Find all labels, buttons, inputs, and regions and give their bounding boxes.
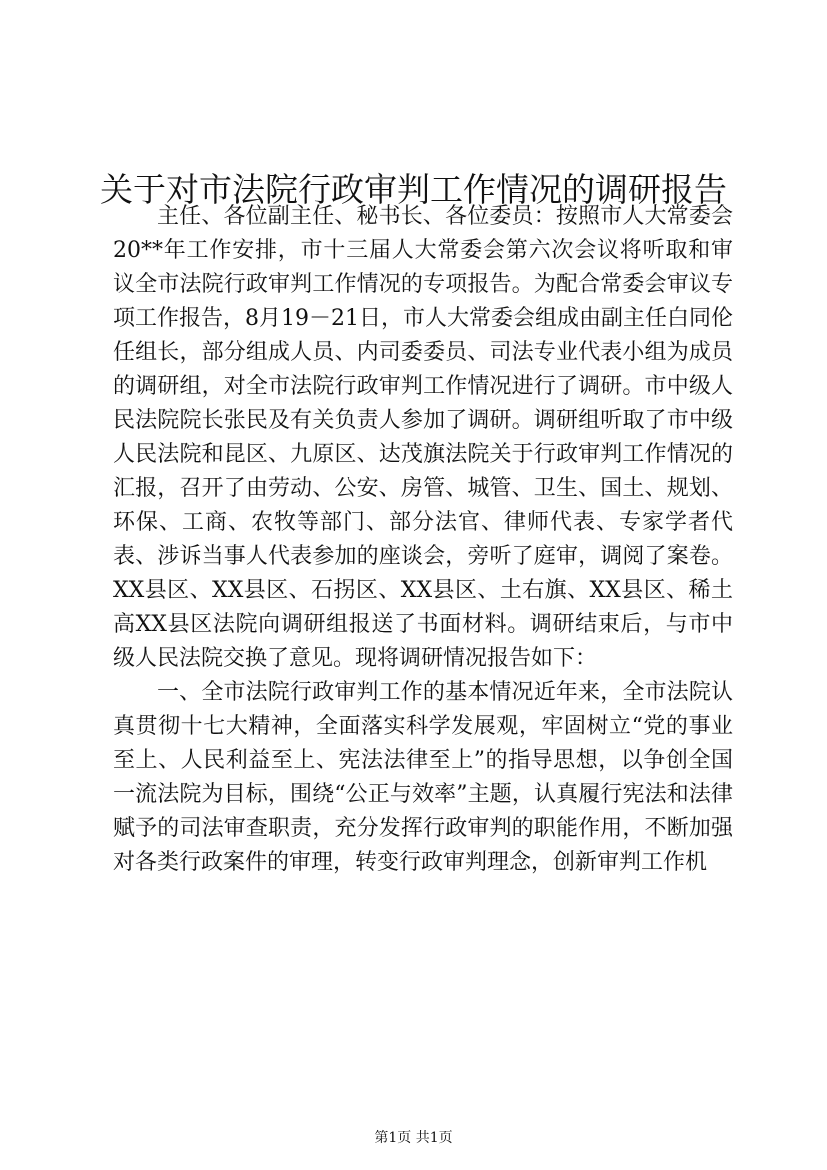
page-footer: 第1页 共1页 bbox=[374, 1130, 453, 1146]
paragraph-section-one: 一、全市法院行政审判工作的基本情况近年来，全市法院认真贯彻十七大精神，全面落实科学发展观，牢固树立“党的事业至上、人民利益至上、宪法法律至上”的指导思想，以争创全国一流法院为目标，围绕“公正与效率”主题，认真履行宪法和法律赋予的司法审查职责，充分发挥行政审判的职能作用，不断加强对各类行政案件的审理，转变行政审判理念，创新审判工作机 bbox=[113, 680, 733, 875]
document-body bbox=[113, 200, 733, 880]
document-title: 关于对市法院行政审判工作情况的调研报告 bbox=[100, 170, 727, 210]
paragraph-intro: 主任、各位副主任、秘书长、各位委员：按照市人大常委会20**年工作安排，市十三届人大常委会第六次会议将听取和审议全市法院行政审判工作情况的专项报告。为配合常委会审议专项工作报告，8月19－21日，市人大常委会组成由副主任白同伦任组长，部分组成人员、内司委委员、司法专业代表小组为成员的调研组，对全市法院行政审判工作情况进行了调研。市中级人民法院院长张民及有关负责人参加了调研。调研组听取了市中级人民法院和昆区、九原区、达茂旗法院关于行政审判工作情况的汇报，召开了由劳动、公安、房管、城管、卫生、国土、规划、环保、工商、农牧等部门、部分法官、律师代表、专家学者代表、涉诉当事人代表参加的座谈会，旁听了庭审，调阅了案卷。XX县区、XX县区、石拐区、XX县区、土右旗、XX县区、稀土高XX县区法院向调研组报送了书面材料。调研结束后，与市中级人民法院交换了意见。现将调研情况报告如下： bbox=[113, 204, 733, 671]
